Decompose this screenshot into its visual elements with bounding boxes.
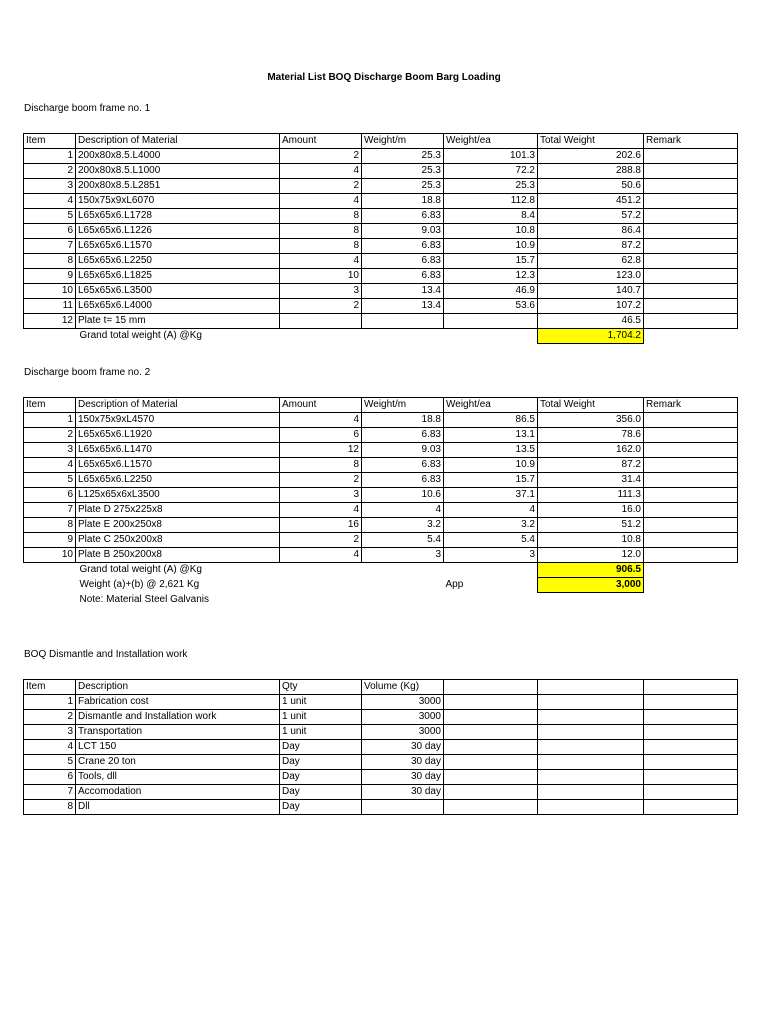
- table-row: [24, 428, 738, 443]
- table-cell: 10.9: [444, 239, 538, 254]
- material-note: Note: Material Steel Galvanis: [79, 593, 210, 605]
- table-cell: [644, 710, 738, 725]
- table-row: [24, 473, 738, 488]
- table-cell: Accomodation: [76, 785, 280, 800]
- table-cell: [644, 314, 738, 329]
- table-cell: 107.2: [538, 299, 644, 314]
- table-cell: 288.8: [538, 164, 644, 179]
- empty-cell: [24, 593, 76, 608]
- table-cell: 4: [280, 503, 362, 518]
- table-cell: 30 day: [362, 740, 444, 755]
- grand-total-value: 906.5: [538, 563, 644, 578]
- table-cell: 3: [24, 725, 76, 740]
- frame2-label: Discharge boom frame no. 2: [24, 367, 151, 378]
- table-cell: [644, 269, 738, 284]
- frame1-label: Discharge boom frame no. 1: [24, 103, 151, 114]
- table-cell: 51.2: [538, 518, 644, 533]
- table-row: [24, 413, 738, 428]
- table-cell: 6.83: [362, 473, 444, 488]
- table-cell: 3: [362, 548, 444, 563]
- table-cell: 200x80x8.5.L4000: [76, 149, 280, 164]
- table-row: [24, 164, 738, 179]
- table-cell: [538, 770, 644, 785]
- table-cell: Transportation: [76, 725, 280, 740]
- table-cell: 8: [280, 209, 362, 224]
- table-cell: 3: [280, 488, 362, 503]
- table-cell: 46.9: [444, 284, 538, 299]
- table-cell: 6.83: [362, 428, 444, 443]
- table-cell: [444, 710, 538, 725]
- table-row: [24, 695, 738, 710]
- empty-cell: [24, 329, 76, 344]
- table-row: [24, 755, 738, 770]
- table-cell: Plate B 250x200x8: [76, 548, 280, 563]
- table-cell: 1: [24, 413, 76, 428]
- table-cell: [644, 785, 738, 800]
- table-cell: 30 day: [362, 755, 444, 770]
- table-cell: [538, 710, 644, 725]
- table-cell: 53.6: [444, 299, 538, 314]
- column-header: Weight/m: [362, 398, 444, 413]
- table-row: [24, 284, 738, 299]
- table-cell: 4: [280, 164, 362, 179]
- table-cell: L125x65x6xL3500: [76, 488, 280, 503]
- table-cell: 6.83: [362, 269, 444, 284]
- table-cell: 202.6: [538, 149, 644, 164]
- header-row: [24, 398, 738, 413]
- table-cell: [362, 314, 444, 329]
- table-cell: 25.3: [444, 179, 538, 194]
- table-cell: [444, 725, 538, 740]
- table-cell: [538, 800, 644, 815]
- table-cell: L65x65x6.L2250: [76, 254, 280, 269]
- table-cell: 3000: [362, 695, 444, 710]
- table-cell: 5.4: [444, 533, 538, 548]
- table-cell: [644, 194, 738, 209]
- column-header: Qty: [280, 680, 362, 695]
- table-cell: 6: [24, 770, 76, 785]
- table-cell: [444, 770, 538, 785]
- table-cell: 10.8: [538, 533, 644, 548]
- table-cell: 10: [280, 269, 362, 284]
- table-cell: 6.83: [362, 254, 444, 269]
- table-cell: 10.9: [444, 458, 538, 473]
- table-cell: 7: [24, 239, 76, 254]
- table-cell: 10.6: [362, 488, 444, 503]
- column-header: Remark: [644, 134, 738, 149]
- note-row: [24, 593, 738, 608]
- table-cell: 78.6: [538, 428, 644, 443]
- table-row: [24, 224, 738, 239]
- column-header: Remark: [644, 398, 738, 413]
- column-header: Weight/m: [362, 134, 444, 149]
- table-cell: 4: [24, 458, 76, 473]
- table-cell: 7: [24, 785, 76, 800]
- table-cell: 8: [24, 800, 76, 815]
- table-cell: 2: [280, 299, 362, 314]
- table-cell: 87.2: [538, 458, 644, 473]
- table-cell: 112.8: [444, 194, 538, 209]
- table-cell: 6.83: [362, 209, 444, 224]
- table-cell: [644, 770, 738, 785]
- page-title: Material List BOQ Discharge Boom Barg Loading: [267, 72, 501, 83]
- table-cell: [644, 503, 738, 518]
- table-cell: 5: [24, 473, 76, 488]
- grand-total-label: Grand total weight (A) @Kg: [79, 564, 202, 576]
- table-cell: 123.0: [538, 269, 644, 284]
- table-cell: 8: [280, 458, 362, 473]
- table-cell: 15.7: [444, 254, 538, 269]
- table-cell: 15.7: [444, 473, 538, 488]
- table-cell: 1: [24, 149, 76, 164]
- table-cell: 1: [24, 695, 76, 710]
- table-cell: 37.1: [444, 488, 538, 503]
- table-cell: 5: [24, 755, 76, 770]
- table-cell: 3000: [362, 725, 444, 740]
- table-cell: Tools, dll: [76, 770, 280, 785]
- table-cell: L65x65x6.L1920: [76, 428, 280, 443]
- table-cell: Plate C 250x200x8: [76, 533, 280, 548]
- table-cell: 2: [24, 428, 76, 443]
- table-cell: 9: [24, 269, 76, 284]
- table-row: [24, 503, 738, 518]
- table-cell: 2: [280, 149, 362, 164]
- grand-total-row: [24, 329, 738, 344]
- table-cell: Dismantle and Installation work: [76, 710, 280, 725]
- table-cell: [644, 428, 738, 443]
- table-cell: [444, 740, 538, 755]
- empty-cell: [644, 593, 738, 608]
- table-cell: 72.2: [444, 164, 538, 179]
- grand-total-value: 1,704.2: [538, 329, 644, 344]
- table-cell: 62.8: [538, 254, 644, 269]
- table-cell: L65x65x6.L1570: [76, 239, 280, 254]
- table-cell: 3: [280, 284, 362, 299]
- table-cell: 4: [24, 194, 76, 209]
- table-cell: L65x65x6.L2250: [76, 473, 280, 488]
- table-row: [24, 800, 738, 815]
- table-cell: [444, 800, 538, 815]
- table-cell: 9.03: [362, 224, 444, 239]
- table-cell: 12: [24, 314, 76, 329]
- table-cell: 8: [280, 239, 362, 254]
- table-cell: 200x80x8.5.L1000: [76, 164, 280, 179]
- table-cell: L65x65x6.L1728: [76, 209, 280, 224]
- table-cell: 451.2: [538, 194, 644, 209]
- table-cell: 9: [24, 533, 76, 548]
- table-cell: L65x65x6.L1470: [76, 443, 280, 458]
- table-cell: 8: [24, 518, 76, 533]
- table-cell: 87.2: [538, 239, 644, 254]
- empty-cell: [538, 593, 644, 608]
- table-cell: 8: [280, 224, 362, 239]
- table-cell: [644, 518, 738, 533]
- column-header: [538, 680, 644, 695]
- column-header: Item: [24, 134, 76, 149]
- column-header: Volume (Kg): [362, 680, 444, 695]
- table-cell: 4: [444, 503, 538, 518]
- table-row: [24, 239, 738, 254]
- table-cell: [538, 785, 644, 800]
- table-cell: 9.03: [362, 443, 444, 458]
- table-cell: L65x65x6.L1226: [76, 224, 280, 239]
- table-cell: 4: [24, 740, 76, 755]
- table-cell: 356.0: [538, 413, 644, 428]
- table-cell: 57.2: [538, 209, 644, 224]
- table-row: [24, 209, 738, 224]
- table-cell: L65x65x6.L4000: [76, 299, 280, 314]
- table-cell: [644, 209, 738, 224]
- column-header: [644, 680, 738, 695]
- table-cell: 4: [280, 194, 362, 209]
- table-cell: 4: [280, 413, 362, 428]
- table-cell: 13.4: [362, 299, 444, 314]
- table-row: [24, 710, 738, 725]
- column-header: Amount: [280, 398, 362, 413]
- table-cell: 8.4: [444, 209, 538, 224]
- table-cell: 50.6: [538, 179, 644, 194]
- empty-cell: [24, 563, 76, 578]
- empty-cell: [644, 578, 738, 593]
- table-cell: 2: [24, 164, 76, 179]
- table-cell: 25.3: [362, 179, 444, 194]
- grand-total-label: Grand total weight (A) @Kg: [79, 330, 202, 342]
- table-cell: [538, 740, 644, 755]
- table-cell: [644, 725, 738, 740]
- table-cell: Plate D 275x225x8: [76, 503, 280, 518]
- column-header: Total Weight: [538, 398, 644, 413]
- table-cell: Day: [280, 800, 362, 815]
- table-cell: 140.7: [538, 284, 644, 299]
- table-row: [24, 299, 738, 314]
- app-value: 3,000: [538, 578, 644, 593]
- table-cell: 13.1: [444, 428, 538, 443]
- table-cell: [644, 164, 738, 179]
- table-cell: 10.8: [444, 224, 538, 239]
- table-row: [24, 725, 738, 740]
- table-cell: 3.2: [444, 518, 538, 533]
- table-cell: 101.3: [444, 149, 538, 164]
- header-row: [24, 680, 738, 695]
- table-cell: [644, 755, 738, 770]
- table-cell: [444, 695, 538, 710]
- table-cell: [644, 413, 738, 428]
- table-cell: 16: [280, 518, 362, 533]
- table-cell: Day: [280, 785, 362, 800]
- table-cell: L65x65x6.L1570: [76, 458, 280, 473]
- table-cell: [644, 239, 738, 254]
- table-cell: LCT 150: [76, 740, 280, 755]
- table-cell: 3: [444, 548, 538, 563]
- work-label: BOQ Dismantle and Installation work: [24, 649, 188, 660]
- table-cell: 11: [24, 299, 76, 314]
- table-cell: 8: [24, 254, 76, 269]
- table-cell: 12: [280, 443, 362, 458]
- table-cell: 25.3: [362, 149, 444, 164]
- table-cell: Plate E 200x250x8: [76, 518, 280, 533]
- table-cell: 150x75x9xL6070: [76, 194, 280, 209]
- table-cell: 111.3: [538, 488, 644, 503]
- column-header: Weight/ea: [444, 134, 538, 149]
- table-row: [24, 740, 738, 755]
- table-cell: 16.0: [538, 503, 644, 518]
- table-row: [24, 314, 738, 329]
- column-header: Item: [24, 680, 76, 695]
- table-cell: [444, 785, 538, 800]
- table-cell: Fabrication cost: [76, 695, 280, 710]
- header-row: [24, 134, 738, 149]
- weight-sum-label: Weight (a)+(b) @ 2,621 Kg: [79, 579, 200, 590]
- table-cell: 2: [24, 710, 76, 725]
- column-header: Description of Material: [76, 398, 280, 413]
- column-header: Description of Material: [76, 134, 280, 149]
- table-cell: [444, 755, 538, 770]
- table-row: [24, 458, 738, 473]
- table-cell: 1 unit: [280, 695, 362, 710]
- column-header: Description: [76, 680, 280, 695]
- table-cell: 6.83: [362, 239, 444, 254]
- weight-sum-row: [24, 578, 738, 593]
- table-cell: [644, 299, 738, 314]
- table-cell: [644, 284, 738, 299]
- empty-cell: [24, 578, 76, 593]
- table-cell: [362, 800, 444, 815]
- column-header: [444, 680, 538, 695]
- table-row: [24, 254, 738, 269]
- table-cell: 86.4: [538, 224, 644, 239]
- table-cell: 5.4: [362, 533, 444, 548]
- table-cell: 1 unit: [280, 725, 362, 740]
- column-header: Amount: [280, 134, 362, 149]
- frame2-table: [23, 397, 738, 607]
- table-cell: 200x80x8.5.L2851: [76, 179, 280, 194]
- table-cell: [644, 254, 738, 269]
- table-row: [24, 770, 738, 785]
- table-cell: [644, 533, 738, 548]
- table-cell: 3.2: [362, 518, 444, 533]
- table-row: [24, 179, 738, 194]
- table-row: [24, 518, 738, 533]
- table-cell: [538, 695, 644, 710]
- table-row: [24, 548, 738, 563]
- table-cell: [644, 740, 738, 755]
- table-cell: [538, 755, 644, 770]
- frame1-table: [23, 133, 738, 344]
- empty-cell: [644, 563, 738, 578]
- table-cell: L65x65x6.L3500: [76, 284, 280, 299]
- table-cell: 31.4: [538, 473, 644, 488]
- table-cell: Day: [280, 740, 362, 755]
- table-cell: Dll: [76, 800, 280, 815]
- table-cell: Crane 20 ton: [76, 755, 280, 770]
- table-cell: 2: [280, 179, 362, 194]
- table-row: [24, 443, 738, 458]
- column-header: Item: [24, 398, 76, 413]
- table-cell: L65x65x6.L1825: [76, 269, 280, 284]
- table-row: [24, 488, 738, 503]
- table-cell: 5: [24, 209, 76, 224]
- table-cell: 10: [24, 284, 76, 299]
- table-row: [24, 785, 738, 800]
- table-cell: 3000: [362, 710, 444, 725]
- table-cell: 7: [24, 503, 76, 518]
- table-cell: [538, 725, 644, 740]
- table-cell: [644, 458, 738, 473]
- table-cell: 1 unit: [280, 710, 362, 725]
- table-cell: [644, 488, 738, 503]
- table-row: [24, 533, 738, 548]
- table-cell: 6: [24, 488, 76, 503]
- table-row: [24, 194, 738, 209]
- table-row: [24, 269, 738, 284]
- table-cell: 3: [24, 443, 76, 458]
- column-header: Total Weight: [538, 134, 644, 149]
- table-cell: 12.3: [444, 269, 538, 284]
- work-table: [23, 679, 738, 815]
- table-cell: 86.5: [444, 413, 538, 428]
- column-header: Weight/ea: [444, 398, 538, 413]
- table-cell: 30 day: [362, 785, 444, 800]
- table-cell: 6: [24, 224, 76, 239]
- table-cell: 4: [280, 548, 362, 563]
- table-cell: 162.0: [538, 443, 644, 458]
- table-cell: 12.0: [538, 548, 644, 563]
- table-cell: 18.8: [362, 413, 444, 428]
- table-cell: [644, 800, 738, 815]
- table-cell: [644, 473, 738, 488]
- table-cell: 6.83: [362, 458, 444, 473]
- table-cell: [644, 149, 738, 164]
- table-cell: 13.5: [444, 443, 538, 458]
- table-cell: Plate t= 15 mm: [76, 314, 280, 329]
- table-cell: 2: [280, 473, 362, 488]
- app-label: App: [445, 579, 464, 590]
- table-cell: [644, 443, 738, 458]
- table-cell: 46.5: [538, 314, 644, 329]
- table-cell: [644, 179, 738, 194]
- table-cell: [644, 224, 738, 239]
- table-cell: 150x75x9xL4570: [76, 413, 280, 428]
- table-cell: 25.3: [362, 164, 444, 179]
- table-cell: [280, 314, 362, 329]
- table-cell: 4: [362, 503, 444, 518]
- table-cell: [444, 314, 538, 329]
- table-cell: [644, 695, 738, 710]
- table-cell: 4: [280, 254, 362, 269]
- table-cell: 30 day: [362, 770, 444, 785]
- table-cell: 10: [24, 548, 76, 563]
- grand-total-row: [24, 563, 738, 578]
- table-row: [24, 149, 738, 164]
- table-cell: 3: [24, 179, 76, 194]
- empty-cell: [644, 329, 738, 344]
- table-cell: [644, 548, 738, 563]
- table-cell: 6: [280, 428, 362, 443]
- table-cell: Day: [280, 755, 362, 770]
- table-cell: Day: [280, 770, 362, 785]
- table-cell: 13.4: [362, 284, 444, 299]
- table-cell: 2: [280, 533, 362, 548]
- table-cell: 18.8: [362, 194, 444, 209]
